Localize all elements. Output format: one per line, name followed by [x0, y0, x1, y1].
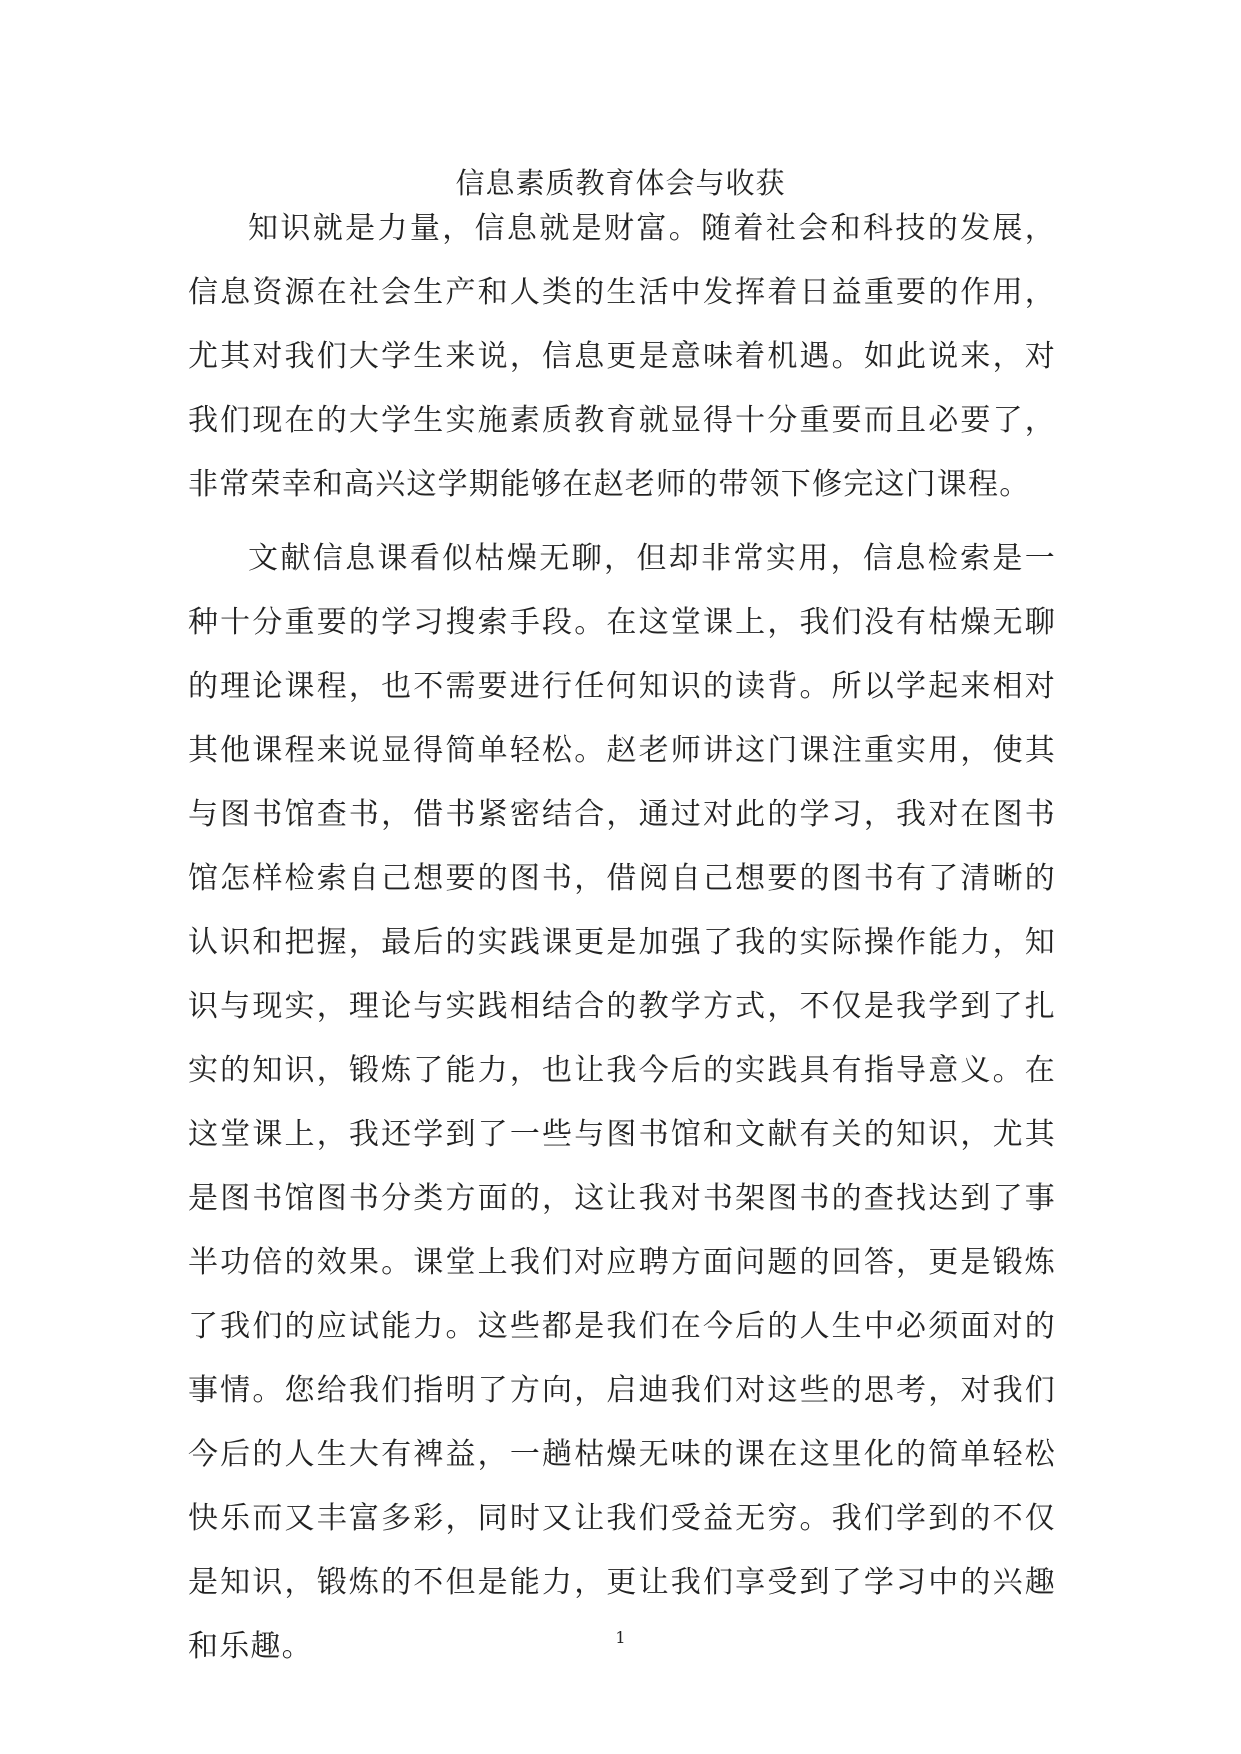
- paragraph-1: 知识就是力量，信息就是财富。随着社会和科技的发展，信息资源在社会生产和人类的生活中发挥着日益重要的作用，尤其对我们大学生来说，信息更是意味着机遇。如此说来，对我们现在的大学生实施素质教育就显得十分重要而且必要了，非常荣幸和高兴这学期能够在赵老师的带领下修完这门课程。: [188, 211, 1056, 502]
- page-number: 1: [615, 1628, 626, 1647]
- document-body: [188, 197, 1056, 1679]
- paragraph-2: 文献信息课看似枯燥无聊，但却非常实用，信息检索是一种十分重要的学习搜索手段。在这堂课上，我们没有枯燥无聊的理论课程，也不需要进行任何知识的读背。所以学起来相对其他课程来说显得简单轻松。赵老师讲这门课注重实用，使其与图书馆查书，借书紧密结合，通过对此的学习，我对在图书馆怎样检索自己想要的图书，借阅自己想要的图书有了清晰的认识和把握，最后的实践课更是加强了我的实际操作能力，知识与现实，理论与实践相结合的教学方式，不仅是我学到了扎实的知识，锻炼了能力，也让我今后的实践具有指导意义。在这堂课上，我还学到了一些与图书馆和文献有关的知识，尤其是图书馆图书分类方面的，这让我对书架图书的查找达到了事半功倍的效果。课堂上我们对应聘方面问题的回答，更是锻炼了我们的应试能力。这些都是我们在今后的人生中必须面对的事情。您给我们指明了方向，启迪我们对这些的思考，对我们今后的人生大有裨益，一趟枯燥无味的课在这里化的简单轻松快乐而又丰富多彩，同时又让我们受益无穷。我们学到的不仅是知识，锻炼的不但是能力，更让我们享受到了学习中的兴趣和乐趣。: [188, 541, 1056, 1664]
- page-title: 信息素质教育体会与收获: [455, 166, 786, 200]
